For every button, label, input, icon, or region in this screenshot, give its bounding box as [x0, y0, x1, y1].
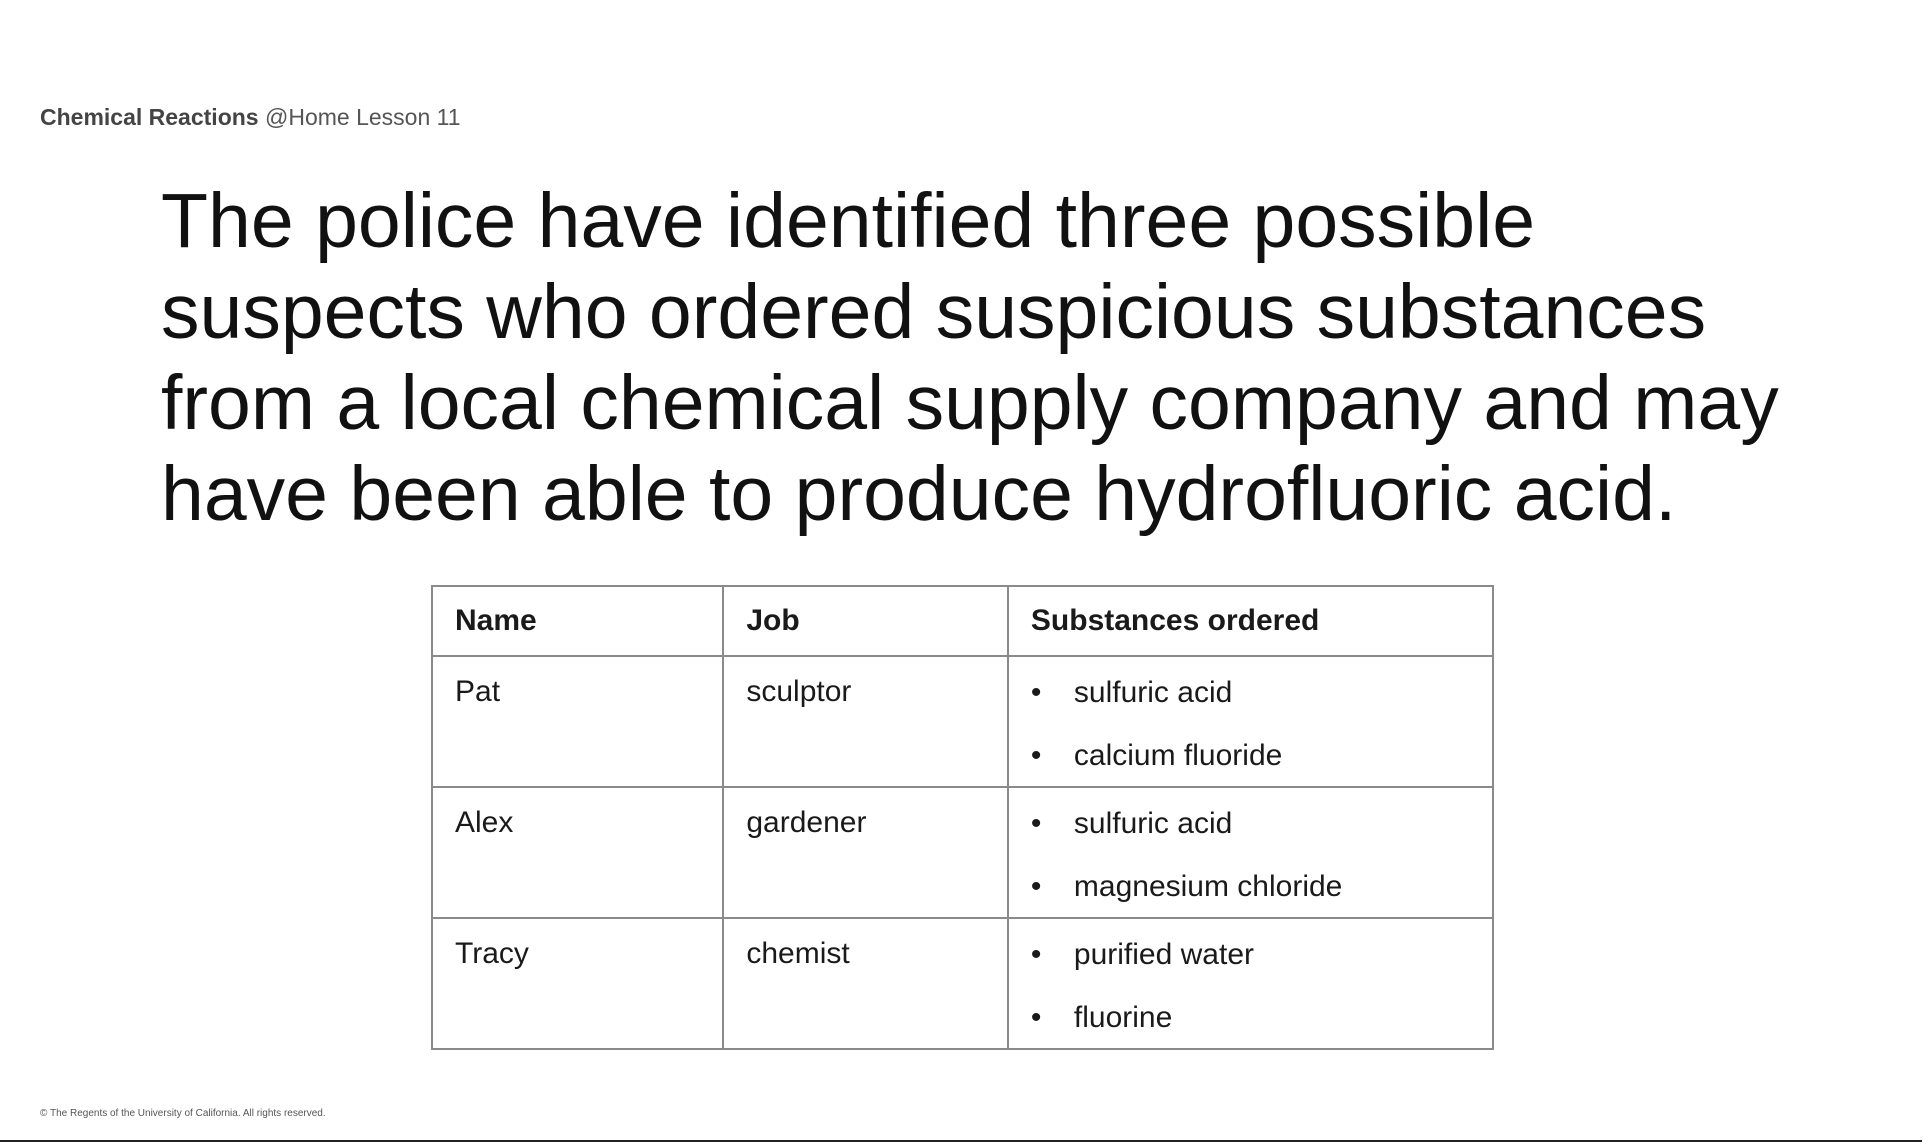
bullet-icon: •	[1030, 1001, 1042, 1034]
substances-cell	[1008, 787, 1493, 918]
table-row	[432, 787, 1493, 918]
substance-label: magnesium chloride	[1073, 870, 1343, 903]
substance-label: fluorine	[1073, 1001, 1173, 1034]
suspect-job: sculptor	[723, 656, 1008, 787]
bullet-icon: •	[1030, 807, 1042, 840]
list-item	[1031, 675, 1470, 710]
suspect-name: Tracy	[432, 918, 723, 1049]
suspect-job: chemist	[723, 918, 1008, 1049]
course-title: Chemical Reactions	[40, 104, 259, 130]
substances-list	[1031, 675, 1470, 773]
suspect-name: Pat	[432, 656, 723, 787]
table-row	[432, 918, 1493, 1049]
bullet-icon: •	[1030, 739, 1042, 772]
suspect-name: Alex	[432, 787, 723, 918]
copyright-notice: © The Regents of the University of California. All rights reserved.	[40, 1108, 326, 1119]
column-header-job: Job	[723, 586, 1008, 656]
list-item	[1031, 806, 1470, 841]
column-header-name: Name	[432, 586, 723, 656]
suspect-job: gardener	[723, 787, 1008, 918]
list-item	[1031, 1000, 1470, 1035]
slide-headline: The police have identified three possible suspects who ordered suspicious substances from a local chemical supply company and may have been able to produce hydrofluoric acid.	[161, 178, 1779, 537]
table-row	[432, 656, 1493, 787]
list-item	[1031, 738, 1470, 773]
substances-cell	[1008, 918, 1493, 1049]
substances-cell	[1008, 656, 1493, 787]
bullet-icon: •	[1030, 870, 1042, 903]
bullet-icon: •	[1030, 938, 1042, 971]
lesson-header	[40, 104, 461, 131]
substance-label: sulfuric acid	[1073, 807, 1233, 840]
substance-label: calcium fluoride	[1073, 739, 1283, 772]
bottom-divider	[0, 1140, 1922, 1142]
column-header-substances: Substances ordered	[1008, 586, 1493, 656]
substances-list	[1031, 806, 1470, 904]
substance-label: sulfuric acid	[1073, 676, 1233, 709]
table-header-row	[432, 586, 1493, 656]
substance-label: purified water	[1073, 938, 1254, 971]
substances-list	[1031, 937, 1470, 1035]
list-item	[1031, 869, 1470, 904]
suspects-table	[431, 585, 1494, 1050]
bullet-icon: •	[1030, 676, 1042, 709]
lesson-label: @Home Lesson 11	[264, 104, 461, 130]
list-item	[1031, 937, 1470, 972]
